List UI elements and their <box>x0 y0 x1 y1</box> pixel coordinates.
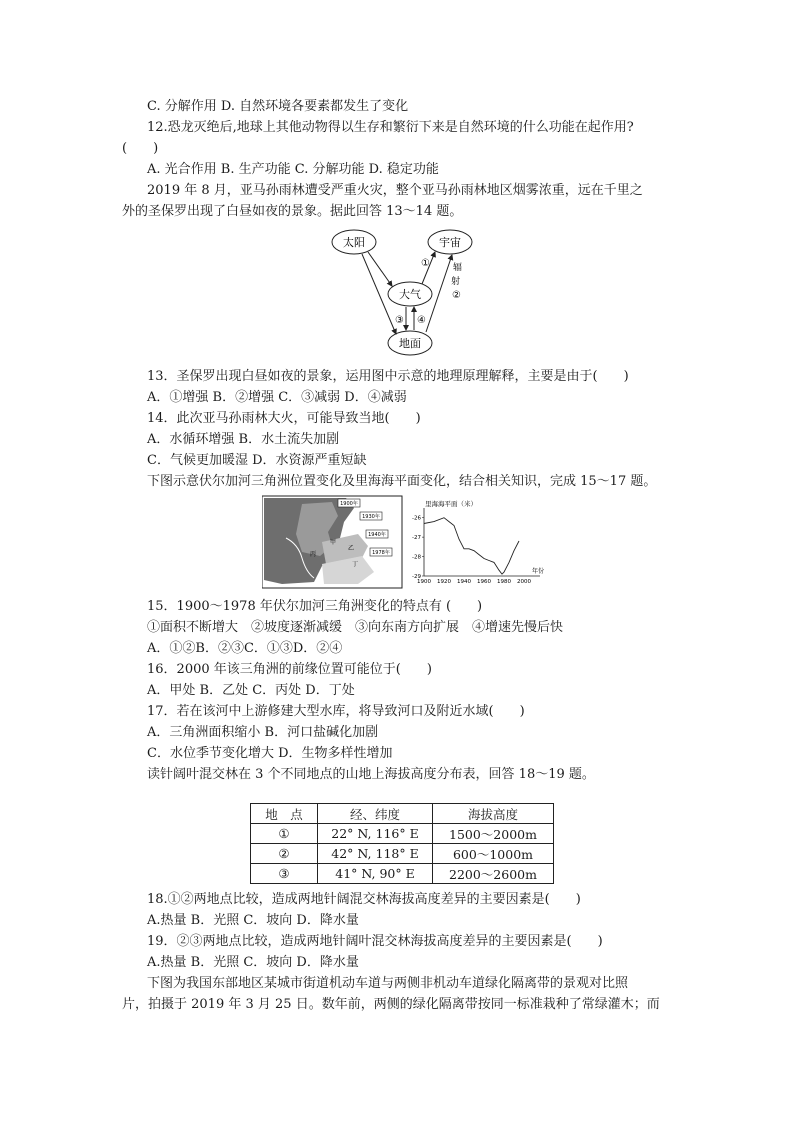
sea-level-chart <box>412 499 544 585</box>
intro-13-14-line1: 2019 年 8 月，亚马孙雨林遭受严重火灾，整个亚马孙雨林地区烟雾浓重，远在千里之 <box>147 183 643 198</box>
header-coords: 经、纬度 <box>318 804 433 824</box>
question-15-options: A．①②B．②③C．①③D．②④ <box>147 641 343 656</box>
arrow-4-label: ④ <box>417 315 426 326</box>
x-unit-label: 年份 <box>531 568 544 575</box>
cell-altitude: 1500～2000m <box>433 824 554 844</box>
cell-location: ① <box>251 824 318 844</box>
table-row <box>251 864 554 884</box>
arrow-3-label: ③ <box>395 315 404 326</box>
question-15: 15．1900～1978 年伏尔加河三角洲变化的特点有 ( ) <box>147 599 483 614</box>
delta-map <box>262 496 402 588</box>
map-point-yi: 乙 <box>348 545 355 552</box>
intro-15-17: 下图示意伏尔加河三角洲位置变化及里海海平面变化，结合相关知识，完成 15～17 题。 <box>147 474 657 489</box>
question-14-options-cd: C．气候更加暖湿 D．水资源严重短缺 <box>147 453 367 468</box>
space-label: 宇宙 <box>439 236 461 249</box>
cell-altitude: 2200～2600m <box>433 864 554 884</box>
y-tick-label: -27 <box>412 535 421 542</box>
y-tick-label: -26 <box>412 515 421 522</box>
ground-label: 地面 <box>399 337 421 350</box>
intro-20-line2: 片，拍摄于 2019 年 3 月 25 日。数年前，两侧的绿化隔离带按同一标准栽种了常绿灌木；而 <box>122 997 660 1012</box>
cell-coords: 22° N, 116° E <box>318 824 433 844</box>
map-point-jia: 甲 <box>330 539 337 546</box>
map-year-1900: 1900年 <box>340 501 358 507</box>
sun-to-atmosphere-arrow <box>368 252 392 286</box>
question-16: 16．2000 年该三角洲的前缘位置可能位于( ) <box>147 662 432 677</box>
table-row <box>251 824 554 844</box>
question-12-bracket: ( ) <box>122 141 159 156</box>
question-14-options-ab: A．水循环增强 B．水土流失加剧 <box>147 432 340 447</box>
cell-altitude: 600～1000m <box>433 844 554 864</box>
sea-level-series-line <box>424 518 519 574</box>
question-17-options-ab: A．三角洲面积缩小 B．河口盐碱化加剧 <box>147 725 379 740</box>
arrow-2-label: ② <box>452 290 461 301</box>
intro-20-line1: 下图为我国东部地区某城市街道机动车道与两侧非机动车道绿化隔离带的景观对比照 <box>147 976 629 991</box>
question-16-options: A．甲处 B．乙处 C．丙处 D．丁处 <box>147 683 355 698</box>
y-tick-label: -29 <box>412 574 421 580</box>
x-tick-label: 1900 <box>417 579 431 585</box>
question-19-options: A.热量 B．光照 C．坡向 D．降水量 <box>147 955 359 970</box>
x-tick-label: 1960 <box>477 579 491 585</box>
cell-coords: 42° N, 118° E <box>318 844 433 864</box>
question-19: 19．②③两地点比较，造成两地针阔叶混交林海拔高度差异的主要因素是( ) <box>147 934 603 949</box>
question-17-options-cd: C．水位季节变化增大 D．生物多样性增加 <box>147 746 393 761</box>
table-header-row <box>251 804 554 824</box>
altitude-table <box>250 803 554 884</box>
cell-location: ② <box>251 844 318 864</box>
intro-13-14-line2: 外的圣保罗出现了白昼如夜的景象。据此回答 13～14 题。 <box>122 204 463 219</box>
radiation-diagram <box>322 224 478 358</box>
arrow-1-label: ① <box>421 258 430 269</box>
sun-label: 太阳 <box>343 236 365 249</box>
radiation-label-2: 射 <box>451 277 461 287</box>
atmosphere-label: 大气 <box>399 288 421 301</box>
question-14: 14．此次亚马孙雨林大火，可能导致当地( ) <box>147 411 421 426</box>
intro-18-19: 读针阔叶混交林在 3 个不同地点的山地上海拔高度分布表，回答 18～19 题。 <box>147 767 595 782</box>
header-location: 地 点 <box>251 804 318 824</box>
x-tick-label: 1980 <box>497 579 511 585</box>
x-tick-label: 1920 <box>437 579 451 585</box>
radiation-label-1: 辐 <box>453 263 463 273</box>
question-13-options: A．①增强 B．②增强 C．③减弱 D．④减弱 <box>147 390 407 405</box>
question-15-statements: ①面积不断增大 ②坡度逐渐减缓 ③向东南方向扩展 ④增速先慢后快 <box>147 620 564 635</box>
question-18: 18.①②两地点比较，造成两地针阔混交林海拔高度差异的主要因素是( ) <box>147 892 581 907</box>
header-altitude: 海拔高度 <box>433 804 554 824</box>
cell-coords: 41° N, 90° E <box>318 864 433 884</box>
cell-location: ③ <box>251 864 318 884</box>
x-tick-label: 1940 <box>457 579 471 585</box>
question-13: 13．圣保罗出现白昼如夜的景象，运用图中示意的地理原理解释，主要是由于( ) <box>147 369 629 384</box>
map-point-ding: 丁 <box>352 561 359 568</box>
chart-title: 里海海平面（米） <box>425 500 477 508</box>
question-17: 17．若在该河中上游修建大型水库，将导致河口及附近水域( ) <box>147 704 525 719</box>
map-year-1930: 1930年 <box>362 514 380 520</box>
x-tick-label: 2000 <box>517 579 531 585</box>
map-point-bing: 丙 <box>310 551 317 558</box>
y-tick-label: -28 <box>412 554 421 561</box>
map-year-1978: 1978年 <box>372 550 390 556</box>
volga-delta-figure <box>262 494 546 590</box>
option-line-11cd: C. 分解作用 D. 自然环境各要素都发生了变化 <box>147 99 409 114</box>
table-row <box>251 844 554 864</box>
question-12-options: A. 光合作用 B. 生产功能 C. 分解功能 D. 稳定功能 <box>147 162 439 177</box>
map-year-1940: 1940年 <box>368 532 386 538</box>
question-12: 12.恐龙灭绝后,地球上其他动物得以生存和繁衍下来是自然环境的什么功能在起作用? <box>147 120 634 135</box>
question-18-options: A.热量 B．光照 C．坡向 D．降水量 <box>147 913 359 928</box>
